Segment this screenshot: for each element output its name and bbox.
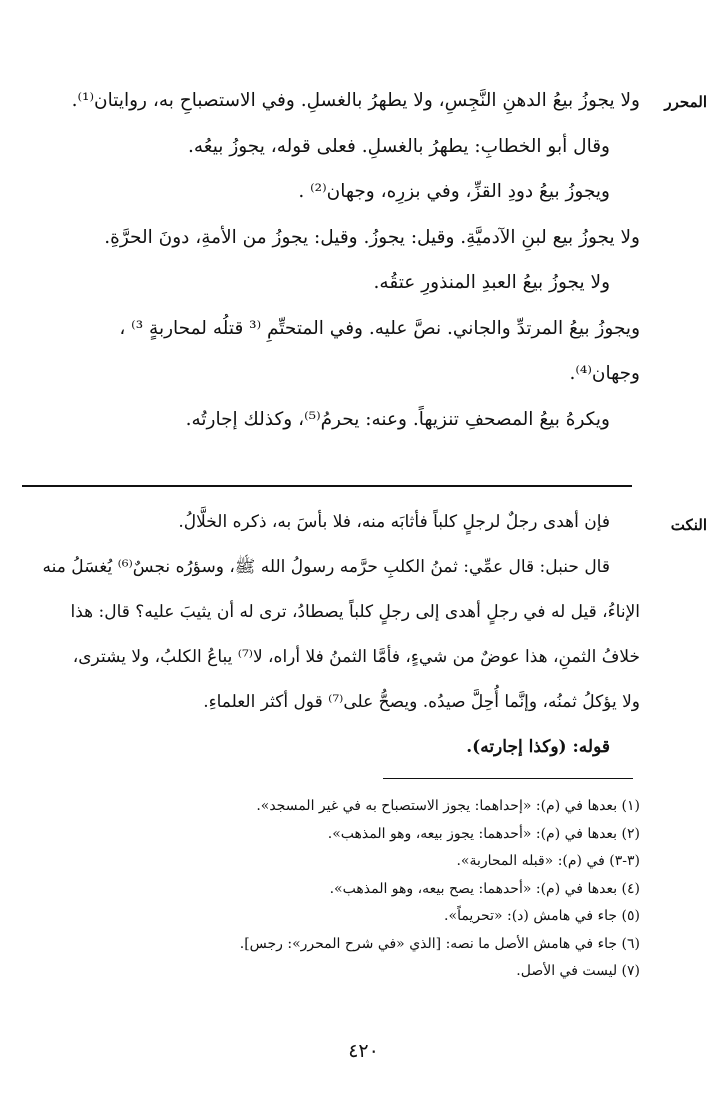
footnote: (٦) جاء في هامش الأصل ما نصه: [الذي «في شرح المحرر»: رجس]. <box>239 935 640 952</box>
main-text-line: وجهان⁽⁴⁾. <box>569 363 640 384</box>
footnote: (٢) بعدها في (م): «أحدهما: يجوز بيعه، وهو المذهب». <box>327 825 640 842</box>
footnote: (٤) بعدها في (م): «أحدهما: يصح بيعه، وهو المذهب». <box>329 880 640 897</box>
main-text-line: ولا يجوزُ بيع لبنِ الآدميَّةِ. وقيل: يجوزُ. وقيل: يجوزُ من الأمةِ، دونَ الحرَّةِ. <box>104 226 640 248</box>
main-text-line: ويجوزُ بيعُ دودِ القزِّ، وفي بزرِه، وجهان⁽²⁾ . <box>298 181 610 202</box>
section-label-muharrar: المحرر <box>664 93 707 111</box>
main-text-line: ولا يجوزُ بيعُ الدهنِ النَّجِسِ، ولا يطهرُ بالغسلِ. وفي الاستصباحِ به، روايتان⁽¹⁾. <box>71 90 640 111</box>
main-text-line: ويجوزُ بيعُ المرتدِّ والجاني. نصَّ عليه. وفي المتحتِّمِ ⁽³ قتلُه لمحاربةٍ ³⁾ ، <box>119 317 640 339</box>
footnote: (١) بعدها في (م): «إحداهما: يجوز الاستصباح به في غير المسجد». <box>256 798 640 814</box>
main-text-block <box>22 78 640 442</box>
commentary-line: الإناءُ، قيل له في رجلٍ أهدى إلى رجلٍ كلباً يصطادُ، ترى له أن يثيبَ عليه؟ قال: هذا <box>70 602 640 622</box>
commentary-line: فإن أهدى رجلٌ لرجلٍ كلباً فأثابَه منه، فلا بأسَ به، ذكره الخلَّالُ. <box>178 512 610 532</box>
main-text-line: ويكرهُ بيعُ المصحفِ تنزيهاً. وعنه: يحرمُ⁽⁵⁾، وكذلك إجارتُه. <box>185 408 610 430</box>
section-label-nukat: النكت <box>670 516 707 534</box>
page-number: ٤٢٠ <box>348 1040 379 1062</box>
commentary-line: ولا يؤكلُ ثمنُه، وإنَّما أُحِلَّ صيدُه. ويصحُّ على⁽⁷⁾ قول أكثر العلماءِ. <box>203 692 640 712</box>
footnote-divider <box>383 778 633 779</box>
commentary-heading: قوله: (وكذا إجارته). <box>466 737 610 757</box>
footnote: (٥) جاء في هامش (د): «تحريماً». <box>444 908 640 924</box>
footnote: (٣-٣) في (م): «قبله المحاربة». <box>456 853 640 869</box>
footnote: (٧) ليست في الأصل. <box>516 963 640 979</box>
main-text-line: ولا يجوزُ بيعُ العبدِ المنذورِ عتقُه. <box>373 272 610 293</box>
section-divider <box>22 485 632 487</box>
commentary-block <box>22 500 640 770</box>
main-text-line: وقال أبو الخطابِ: يطهرُ بالغسلِ. فعلى قوله، يجوزُ بيعُه. <box>187 135 610 157</box>
commentary-line: خلافُ الثمنِ، هذا عوضٌ من شيءٍ، فأمَّا الثمنُ فلا أراه، لا⁽⁷⁾ يباعُ الكلبُ، ولا يشترى، <box>72 647 640 667</box>
footnotes <box>150 793 640 986</box>
commentary-line: قال حنبل: قال عمِّي: ثمنُ الكلبِ حرَّمه رسولُ الله ﷺ، وسؤرُه نجسٌ⁽⁶⁾ يُغسَلُ منه <box>42 557 610 577</box>
